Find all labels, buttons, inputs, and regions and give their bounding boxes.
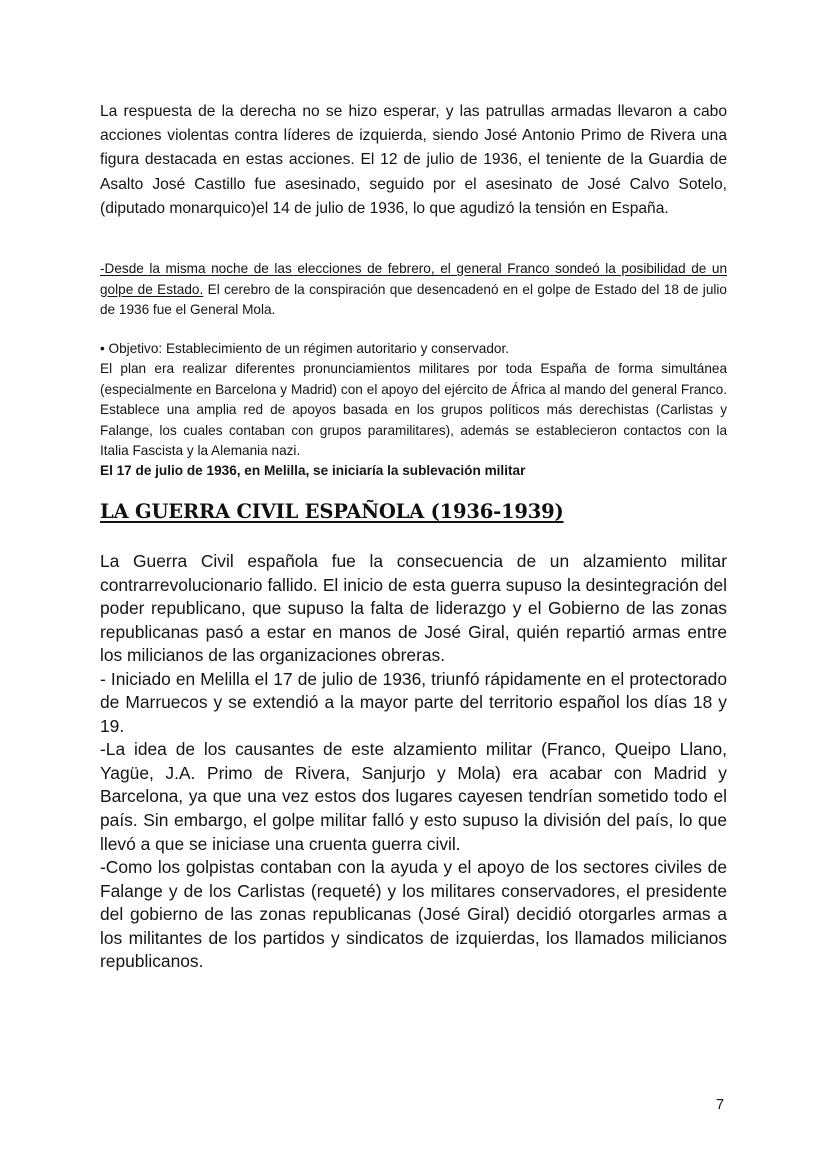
civil-war-paragraph-4: -Como los golpistas contaban con la ayuda y el apoyo de los sectores civiles de Falange y de los Carlistas (requeté) y los militares conservadores, el presidente del gobierno de las zonas republicanas (José Giral) decidió otorgarles armas a los militantes de los partidos y sindicatos de izquierdas, los llamados milicianos republicanos. xyxy=(100,857,727,972)
civil-war-paragraph-3: -La idea de los causantes de este alzamiento militar (Franco, Queipo Llano, Yagüe, J.A. Primo de Rivera, Sanjurjo y Mola) era acabar con Madrid y Barcelona, ya que una vez estos dos lugares cayesen tendrían sometido todo el país. Sin embargo, el golpe militar falló y esto supuso la división del país, lo que llevó a que se iniciase una cruenta guerra civil. xyxy=(100,739,727,854)
objective-block xyxy=(100,339,727,482)
civil-war-paragraph-2: - Iniciado en Melilla el 17 de julio de 1936, triunfó rápidamente en el protectorado de Marruecos y se extendió a la mayor parte del territorio español los días 18 y 19. xyxy=(100,668,727,736)
page-number: 7 xyxy=(716,1097,725,1113)
coup-note-rest: El cerebro de la conspiración que desencadenó en el golpe de Estado del 18 de julio de 1936 fue el General Mola. xyxy=(100,281,727,317)
civil-war-paragraph-1: La Guerra Civil española fue la consecuencia de un alzamiento militar contrarrevolucionario fallido. El inicio de esta guerra supuso la desintegración del poder republicano, que supuso la falta de liderazgo y el Gobierno de las zonas republicanas pasó a estar en manos de José Giral, quién repartió armas entre los milicianos de las organizaciones obreras. xyxy=(100,551,727,666)
objective-plan: El plan era realizar diferentes pronunciamientos militares por toda España de forma simultánea (especialmente en Barcelona y Madrid) con el apoyo del ejército de África al mando del general Franco. Establece una amplia red de apoyos basada en los grupos políticos más derechistas (Carlistas y Falange, los cuales contaban con grupos paramilitares), además se establecieron contactos con la Italia Fascista y la Alemania nazi. xyxy=(100,361,727,459)
objective-title: • Objetivo: Establecimiento de un régimen autoritario y conservador. xyxy=(100,341,510,356)
section-heading: LA GUERRA CIVIL ESPAÑOLA (1936-1939) xyxy=(100,500,564,523)
intro-paragraph: La respuesta de la derecha no se hizo esperar, y las patrullas armadas llevaron a cabo acciones violentas contra líderes de izquierda, siendo José Antonio Primo de Rivera una figura destacada en estas acciones. El 12 de julio de 1936, el teniente de la Guardia de Asalto José Castillo fue asesinado, seguido por el asesinato de José Calvo Sotelo,(diputado monarquico)el 14 de julio de 1936, lo que agudizó la tensión en España. xyxy=(100,103,727,217)
coup-note-underlined: -Desde la misma noche de las elecciones de febrero, el general Franco sondeó la posibilidad de un golpe de Estado. xyxy=(100,261,727,297)
coup-note-paragraph xyxy=(100,259,727,321)
uprising-statement: El 17 de julio de 1936, en Melilla, se iniciaría la sublevación militar xyxy=(100,463,526,479)
civil-war-text xyxy=(100,550,727,974)
